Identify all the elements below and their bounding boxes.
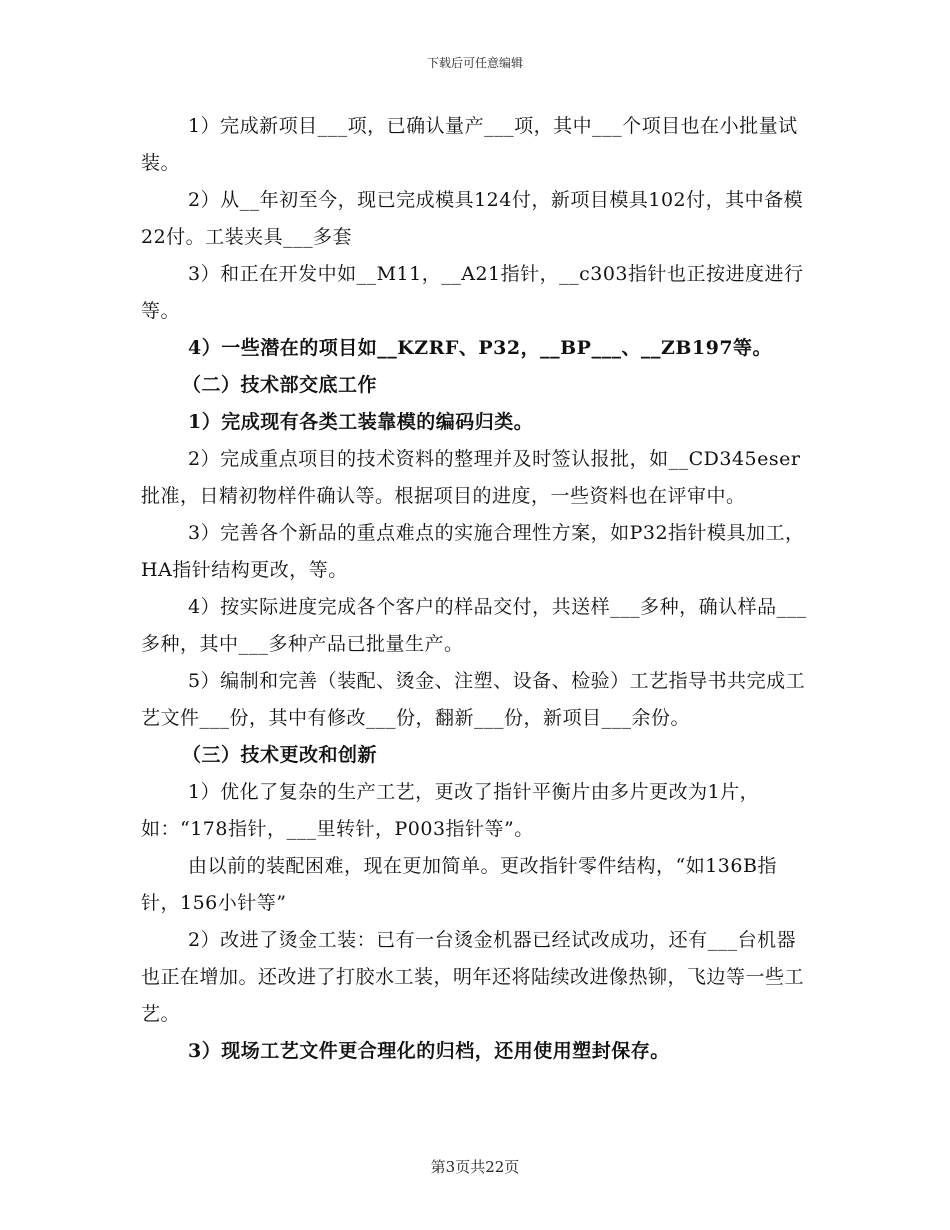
paragraph: 2）改进了烫金工装：已有一台烫金机器已经试改成功，还有___台机器也正在增加。还改进了打胶水工装，明年还将陆续改进像热铆，飞边等一些工艺。	[141, 929, 805, 1025]
paragraph: 2）从__年初至今，现已完成模具124付，新项目模具102付，其中备模22付。工装夹具___多套	[141, 189, 804, 248]
paragraph: 3）和正在开发中如__M11，__A21指针，__c303指针也正按进度进行等。	[141, 263, 804, 322]
paragraph: 由以前的装配困难，现在更加简单。更改指针零件结构，“如136B指针，156小针等”	[141, 855, 777, 914]
paragraph: 3）现场工艺文件更合理化的归档，还用使用塑封保存。	[188, 1040, 670, 1062]
page-footer: 第3页共22页	[430, 1158, 520, 1176]
paragraph: 1）完成现有各类工装靠模的编码归类。	[188, 411, 534, 433]
paragraph: 2）完成重点项目的技术资料的整理并及时签认报批，如__CD345eser批准，日精初物样件确认等。根据项目的进度，一些资料也在评审中。	[141, 448, 801, 507]
document-body	[141, 108, 809, 1070]
section-heading: （三）技术更改和创新	[182, 744, 378, 766]
page-header: 下载后可任意编辑	[426, 56, 523, 70]
paragraph: 3）完善各个新品的重点难点的实施合理性方案，如P32指针模具加工，HA指针结构更改，等。	[141, 522, 805, 581]
paragraph: 4）按实际进度完成各个客户的样品交付，共送样___多种，确认样品___多种，其中___多种产品已批量生产。	[141, 596, 807, 655]
paragraph: 4）一些潜在的项目如__KZRF、P32，__BP___、__ZB197等。	[188, 337, 773, 359]
section-heading: （二）技术部交底工作	[182, 374, 378, 396]
paragraph: 1）完成新项目___项，已确认量产___项，其中___个项目也在小批量试装。	[141, 115, 798, 174]
paragraph: 1）优化了复杂的生产工艺，更改了指针平衡片由多片更改为1片，如：“178指针，___里转针，P003指针等”。	[141, 781, 760, 840]
paragraph: 5）编制和完善（装配、烫金、注塑、设备、检验）工艺指导书共完成工艺文件___份，其中有修改___份，翻新___份，新项目___余份。	[141, 670, 806, 729]
